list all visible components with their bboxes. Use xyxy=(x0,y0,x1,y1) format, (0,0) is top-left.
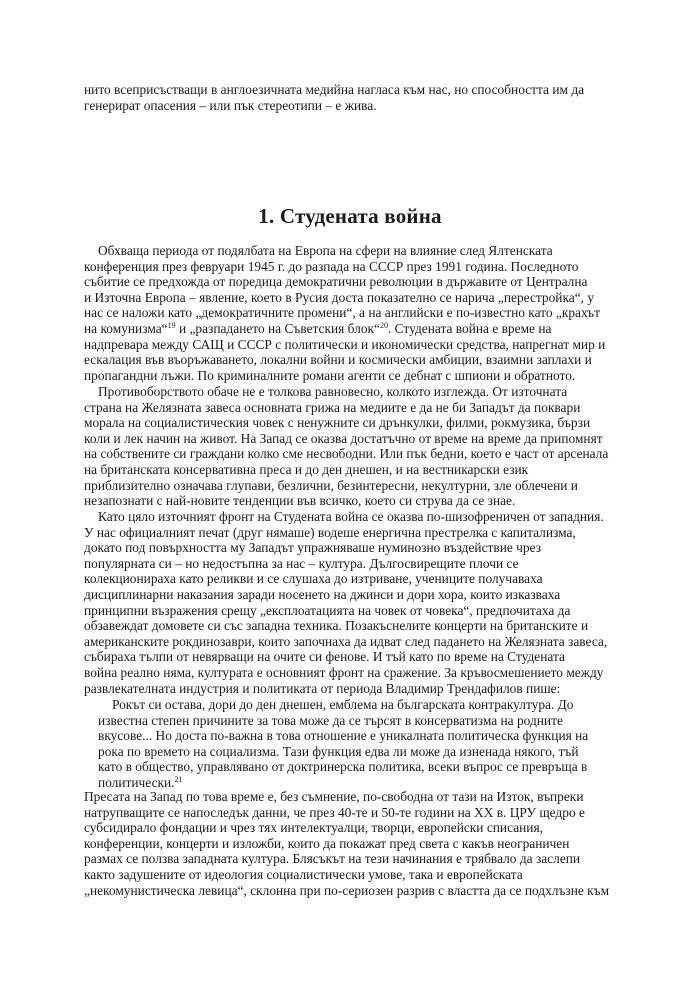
text-line: известна степен причините за това може да се търсят в консерватизма на родните xyxy=(98,712,563,728)
text-line: дисциплинарни наказания заради носенето на джинси и дори хора, които изказваха xyxy=(84,586,561,602)
text-line: морала на социалистическия човек с ненужните си дрънкулки, филми, рокмузика, бързи xyxy=(84,415,591,431)
text-line: У нас официалният печат (друг нямаше) водеше енергична престрелка с капитализма, xyxy=(84,524,576,540)
text-line: незапознати с най-новите тенденции във всичко, което си струва да се знае. xyxy=(84,493,516,509)
text-line: докато под повърхността му Западът упражняваше нуминозно въздействие чрез xyxy=(84,540,541,556)
text-line: популярната си – но недостъпна за нас – култура. Дългосвирещите плочи се xyxy=(84,555,519,571)
text-fragment: . Студената война е време на xyxy=(387,320,552,336)
paragraph-3 xyxy=(84,509,616,696)
text-line: генерират опасения – или пък стереотипи – е жива. xyxy=(84,97,377,113)
text-fragment: на комунизма“ xyxy=(84,320,168,336)
text-line: субсидирало фондации и чрез тях интелектуалци, творци, европейски списания, xyxy=(84,820,543,836)
paragraph-1 xyxy=(84,243,616,383)
text-line: приблизително означава глупави, безлични, безинтересни, некултурни, зле облечени и xyxy=(84,477,578,493)
paragraph-4 xyxy=(84,789,616,898)
text-line: нас се наложи като „демократичните промени“, а на английски е по-известно като „крахът xyxy=(84,305,600,321)
text-line: натрупващите се напоследък данни, че през 40-те и 50-те години на ХХ в. ЦРУ щедро е xyxy=(84,804,585,820)
text-line: и Източна Европа – явление, което в Русия доста показателно се нарича „перестройка“, у xyxy=(84,289,595,305)
text-line: нито всеприсъстващи в англоезичната медийна нагласа към нас, но способността им да xyxy=(84,82,585,97)
block-quote xyxy=(98,697,612,791)
text-line: война реално няма, културата е основният фронт на сражение. За кръвосмешението между xyxy=(84,664,604,680)
text-line: коли и лек начин на живот. На Запад се оказва достатъчно от време на време да припомнят xyxy=(84,430,603,446)
text-line: Рокът си остава, дори до ден днешен, емблема на българската контракултура. До xyxy=(112,697,574,712)
footnote-ref: 19 xyxy=(167,320,176,330)
paragraph-2 xyxy=(84,384,616,509)
text-line: събитие се предхожда от поредица демократични революции в държавите от Централна xyxy=(84,274,588,290)
text-line: Пресата на Запад по това време е, без съмнение, по-свободна от тази на Изток, въпреки xyxy=(84,789,584,804)
text-line: развлекателната индустрия и политиката от периода Владимир Трендафилов пише: xyxy=(84,680,561,696)
text-line: принципни възражения срещу „експлоатацията на човек от човека“, предпочитаха да xyxy=(84,602,571,618)
text-fragment: и „разпадането на Съветския блок“ xyxy=(175,320,380,336)
text-line: „некомунистическа левица“, склонна при по-сериозен разрив с властта да се подхлъзне към xyxy=(84,882,610,898)
text-line: рока по времето на социализма. Тази функция едва ли може да изненада някого, тъй xyxy=(98,743,579,759)
text-line-with-footnotes xyxy=(84,321,616,337)
text-line: Обхваща периода от подялбата на Европа на сфери на влияние след Ялтенската xyxy=(98,243,553,258)
text-line: страна на Желязната завеса основната грижа на медиите е да не би Западът да поквари xyxy=(84,399,581,415)
text-line: колекционираха като реликви и се слушаха до изтриване, учениците получаваха xyxy=(84,571,543,587)
text-line: пропагандни лъжи. По криминалните романи агенти се дебнат с шпиони и обратното. xyxy=(84,367,576,383)
text-line: американските рокдинозаври, които започнаха да идват след падането на Желязната завеса, xyxy=(84,633,608,649)
text-line: конференции, концерти и изложби, които да покажат пред света с какъв неограничен xyxy=(84,835,570,851)
text-line: обзавеждат домовете си със западна техника. Позакъснелите концерти на британските и xyxy=(84,618,589,634)
text-line: Противоборството обаче не е толкова равновесно, колкото изглежда. От източната xyxy=(98,384,568,399)
text-fragment: политически. xyxy=(98,774,175,790)
text-line: конференция през февруари 1945 г. до разпада на СССР през 1991 година. Последното xyxy=(84,258,579,274)
text-line: вкусове... Но доста по-важна в това отношение е уникалната политическа функция на xyxy=(98,728,589,744)
text-line: на собствените си граждани колко сме несвободни. Или пък бедни, което е част от арсенала xyxy=(84,446,609,462)
text-line: Като цяло източният фронт на Студената война се оказва по-шизофреничен от западния. xyxy=(98,509,604,524)
text-line: събираха тълпи от невярващи на очите си фенове. И тъй като по време на Студената xyxy=(84,649,565,665)
text-line: както задушените от идеология социалистически умове, така и европейската xyxy=(84,866,523,882)
intro-paragraph xyxy=(84,82,616,113)
chapter-title: 1. Студената война xyxy=(258,204,442,228)
text-line: на британската консервативна преса и до ден днешен, и на вестникарски език xyxy=(84,461,529,477)
text-line: ескалация във въоръжаването, локални войни и космически амбиции, взаимни заплахи и xyxy=(84,352,592,368)
text-line: размах се ползва западната култура. Блясъкът на тези начинания е трябвало да заслепи xyxy=(84,851,581,867)
text-line: като в общество, управлявано от доктринерска политика, всеки въпрос се превръща в xyxy=(98,759,588,775)
text-line: надпревара между САЩ и СССР с политически и икономически средства, напрегнат мир и xyxy=(84,336,606,352)
footnote-ref: 20 xyxy=(379,320,388,330)
footnote-ref: 21 xyxy=(174,774,183,784)
